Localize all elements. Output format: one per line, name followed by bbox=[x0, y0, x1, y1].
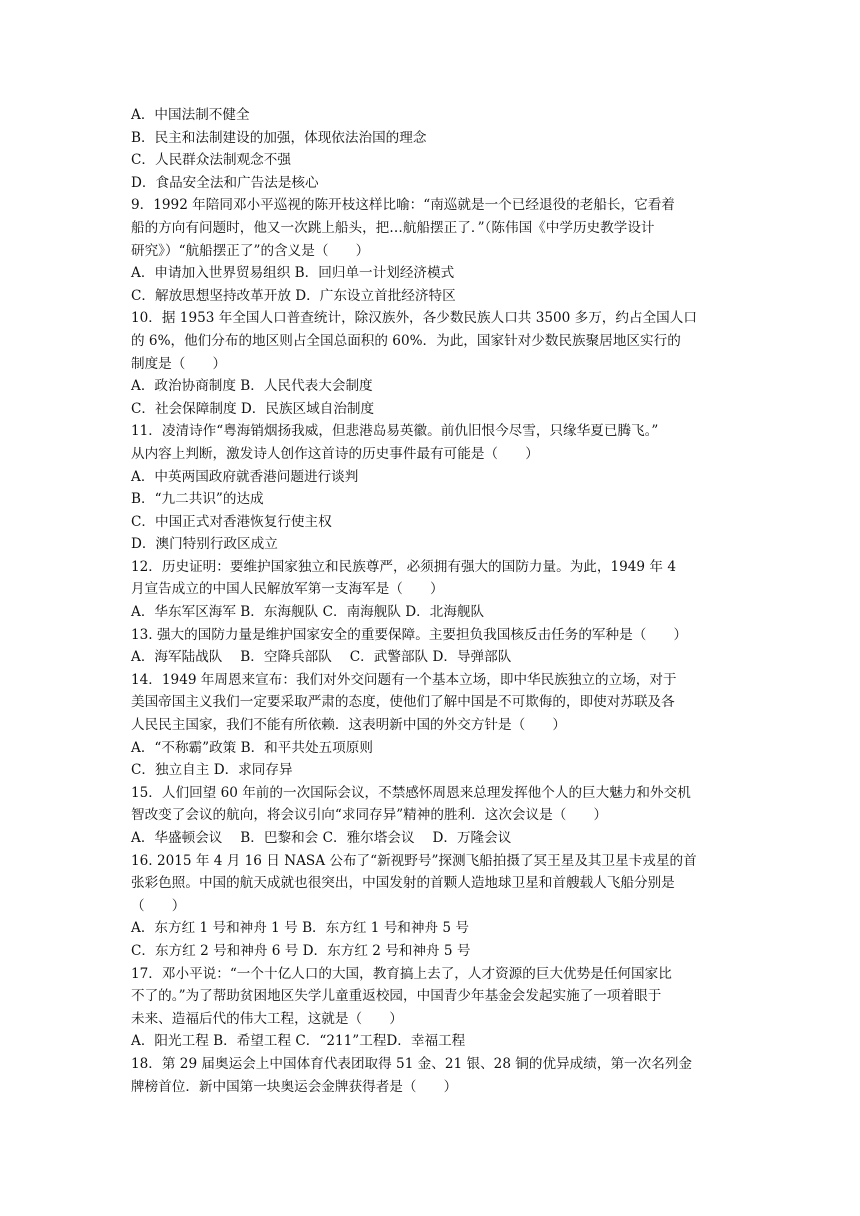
text-line: C．东方红 2 号和神舟 6 号 D．东方红 2 号和神舟 5 号 bbox=[131, 942, 471, 959]
text-line: B．“九二共识”的达成 bbox=[131, 491, 264, 508]
question-15-line: 15．人们回望 60 年前的一次国际会议，不禁感怀周恩来总理发挥他个人的巨大魅力和外交机 bbox=[131, 784, 691, 801]
text-line: A．中英两国政府就香港问题进行谈判 bbox=[131, 468, 359, 485]
text-line: 从内容上判断，激发诗人创作这首诗的历史事件最有可能是（ ） bbox=[131, 445, 539, 462]
text-line: 牌榜首位．新中国第一块奥运会金牌获得者是（ ） bbox=[131, 1078, 458, 1095]
text-line: 不了的。”为了帮助贫困地区失学儿童重返校园，中国青少年基金会发起实施了一项着眼于 bbox=[131, 988, 662, 1005]
text-line: A．海军陆战队 B．空降兵部队 C．武警部队 D．导弹部队 bbox=[131, 649, 512, 666]
text-line: 智改变了会议的航向，将会议引向“求同存异”精神的胜利．这次会议是（ ） bbox=[131, 807, 608, 824]
question-18-line: 18．第 29 届奥运会上中国体育代表团取得 51 金、21 银、28 铜的优异成绩，第一次名列金 bbox=[131, 1055, 693, 1072]
text-line: 人民民主国家，我们不能有所依赖．这表明新中国的外交方针是（ ） bbox=[131, 717, 566, 734]
text-line: C．中国正式对香港恢复行使主权 bbox=[131, 513, 332, 530]
text-line: 研究》）“航船摆正了”的含义是（ ） bbox=[131, 242, 370, 259]
text-line: C．解放思想坚持改革开放 D．广东设立首批经济特区 bbox=[131, 287, 456, 304]
text-line: A．阳光工程 B．希望工程 C．“211”工程D．幸福工程 bbox=[131, 1033, 466, 1050]
question-14-line: 14．1949 年周恩来宣布：我们对外交问题有一个基本立场，即中华民族独立的立场，对于 bbox=[131, 671, 677, 688]
text-line: A．东方红 1 号和神舟 1 号 B．东方红 1 号和神舟 5 号 bbox=[131, 920, 469, 937]
text-line: C．社会保障制度 D．民族区域自治制度 bbox=[131, 400, 375, 417]
text-line: 制度是（ ） bbox=[131, 355, 227, 372]
question-13-line: 13. 强大的国防力量是维护国家安全的重要保障。主要担负我国核反击任务的军种是（ ） bbox=[131, 626, 688, 643]
question-9-line: 9．1992 年陪同邓小平巡视的陈开枝这样比喻：“南巡就是一个已经退役的老船长，它看着 bbox=[131, 197, 675, 214]
text-line: D．食品安全法和广告法是核心 bbox=[131, 174, 319, 191]
text-line: A．“不称霸”政策 B．和平共处五项原则 bbox=[131, 739, 373, 756]
text-line: B．民主和法制建设的加强，体现依法治国的理念 bbox=[131, 129, 427, 146]
document-page bbox=[131, 104, 741, 1098]
text-line: A．政治协商制度 B．人民代表大会制度 bbox=[131, 378, 373, 395]
text-line: 船的方向有问题时，他又一次跳上船头，把…航船摆正了．”（陈伟国《中学历史教学设计 bbox=[131, 219, 655, 236]
text-line: 的 6%，他们分布的地区则占全国总面积的 60%．为此，国家针对少数民族聚居地区实行的 bbox=[131, 332, 681, 349]
text-line: C．人民群众法制观念不强 bbox=[131, 152, 291, 169]
question-12-line: 12．历史证明：要维护国家独立和民族尊严，必须拥有强大的国防力量。为此，1949 年 4 bbox=[131, 558, 676, 575]
text-line: 月宣告成立的中国人民解放军第一支海军是（ ） bbox=[131, 581, 444, 598]
text-line: （ ） bbox=[131, 897, 186, 914]
text-line: C．独立自主 D．求同存异 bbox=[131, 762, 293, 779]
text-line: A．申请加入世界贸易组织 B．回归单一计划经济模式 bbox=[131, 265, 455, 282]
question-17-line: 17．邓小平说：“一个十亿人口的大国，教育搞上去了，人才资源的巨大优势是任何国家比 bbox=[131, 965, 672, 982]
text-line: 美国帝国主义我们一定要采取严肃的态度，使他们了解中国是不可欺侮的，即使对苏联及各 bbox=[131, 694, 675, 711]
text-line: A．华盛顿会议 B．巴黎和会 C．雅尔塔会议 D．万隆会议 bbox=[131, 830, 512, 846]
question-10-line: 10．据 1953 年全国人口普查统计，除汉族外，各少数民族人口共 3500 多万，约占全国人口 bbox=[131, 310, 697, 327]
text-line: 张彩色照。中国的航天成就也很突出，中国发射的首颗人造地球卫星和首艘载人飞船分别是 bbox=[131, 875, 675, 892]
text-line: A．中国法制不健全 bbox=[131, 107, 250, 123]
text-line: 未来、造福后代的伟大工程，这就是（ ） bbox=[131, 1010, 403, 1027]
text-line: A．华东军区海军 B．东海舰队 C．南海舰队 D．北海舰队 bbox=[131, 604, 485, 621]
question-11-line: 11．凌清诗作“粤海销烟扬我威，但悲港岛易英徽。前仇旧恨今尽雪，只缘华夏已腾飞。” bbox=[131, 423, 659, 440]
question-16-line: 16. 2015 年 4 月 16 日 NASA 公布了“新视野号”探测飞船拍摄了冥王星及其卫星卡戎星的首 bbox=[131, 852, 697, 869]
text-line: D．澳门特别行政区成立 bbox=[131, 536, 278, 553]
